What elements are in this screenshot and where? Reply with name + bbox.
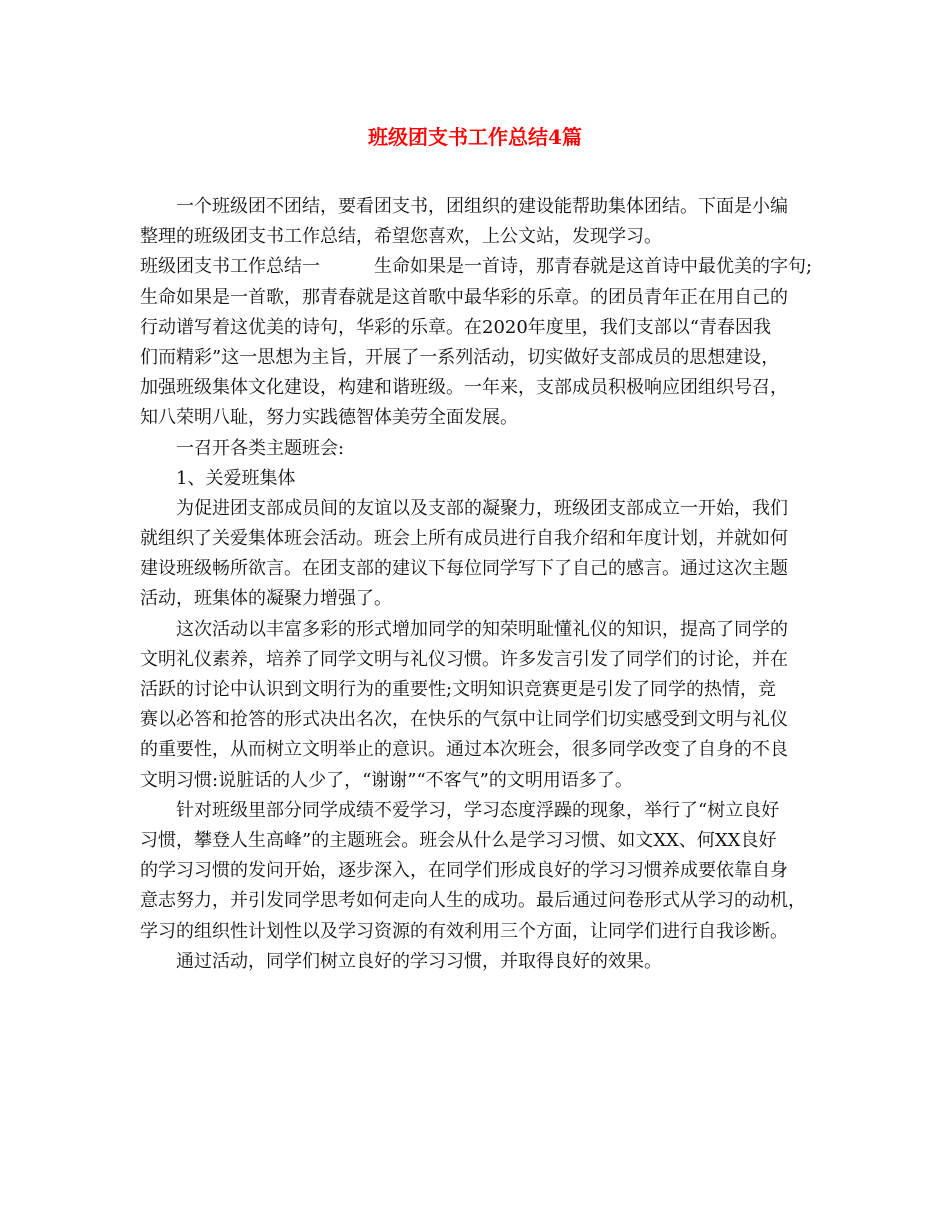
document-title: 班级团支书工作总结4篇 xyxy=(368,125,582,149)
body-line: 们而精彩”这一思想为主旨，开展了一系列活动，切实做好支部成员的思想建设， xyxy=(140,346,780,368)
body-line: 学习的组织性计划性以及学习资源的有效利用三个方面，让同学们进行自我诊断。 xyxy=(140,920,788,942)
body-line: 整理的班级团支书工作总结，希望您喜欢，上公文站，发现学习。 xyxy=(140,226,662,248)
body-line: 意志努力，并引发同学思考如何走向人生的成功。最后通过问卷形式从学习的动机， xyxy=(140,890,806,912)
body-line: 活动，班集体的凝聚力增强了。 xyxy=(140,588,392,610)
body-line: 针对班级里部分同学成绩不爱学习，学习态度浮躁的现象，举行了“树立良好 xyxy=(176,799,780,821)
body-line: 就组织了关爱集体班会活动。班会上所有成员进行自我介绍和年度计划，并就如何 xyxy=(140,528,788,550)
body-line: 的学习习惯的发问开始，逐步深入，在同学们形成良好的学习习惯养成要依靠自身 xyxy=(140,860,788,882)
body-line: 文明习惯:说脏话的人少了，“谢谢”“不客气”的文明用语多了。 xyxy=(140,769,633,791)
body-line: 活跃的讨论中认识到文明行为的重要性;文明知识竞赛更是引发了同学的热情，竞 xyxy=(140,679,777,700)
body-line: 建设班级畅所欲言。在团支部的建议下每位同学写下了自己的感言。通过这次主题 xyxy=(140,558,788,580)
body-line: 知八荣明八耻，努力实践德智体美劳全面发展。 xyxy=(140,407,518,429)
section-heading: 一召开各类主题班会: xyxy=(176,437,345,459)
body-line: 文明礼仪素养，培养了同学文明与礼仪习惯。许多发言引发了同学们的讨论，并在 xyxy=(140,648,788,670)
body-line: 一个班级团不团结，要看团支书，团组织的建设能帮助集体团结。下面是小编 xyxy=(176,196,788,217)
body-line: 通过活动，同学们树立良好的学习习惯，并取得良好的效果。 xyxy=(176,950,662,972)
body-line: 习惯，攀登人生高峰”的主题班会。班会从什么是学习习惯、如文XX、何XX良好 xyxy=(140,829,777,851)
subsection-heading: 1、关爱班集体 xyxy=(176,467,296,489)
body-line: 赛以必答和抢答的形式决出名次，在快乐的气氛中让同学们切实感受到文明与礼仪 xyxy=(140,709,788,731)
body-line: 为促进团支部成员间的友谊以及支部的凝聚力，班级团支部成立一开始，我们 xyxy=(176,497,788,519)
body-line: 加强班级集体文化建设，构建和谐班级。一年来，支部成员积极响应团组织号召， xyxy=(140,377,788,399)
body-line: 生命如果是一首歌，那青春就是这首歌中最华彩的乐章。的团员青年正在用自己的 xyxy=(140,286,788,308)
document-body xyxy=(140,192,820,977)
body-line: 行动谱写着这优美的诗句，华彩的乐章。在2020年度里，我们支部以“青春因我 xyxy=(140,316,772,338)
body-line: 班级团支书工作总结一 生命如果是一首诗，那青春就是这首诗中最优美的字句; xyxy=(140,256,813,278)
body-line: 的重要性，从而树立文明举止的意识。通过本次班会，很多同学改变了自身的不良 xyxy=(140,739,788,761)
body-line: 这次活动以丰富多彩的形式增加同学的知荣明耻懂礼仪的知识，提高了同学的 xyxy=(176,618,788,640)
